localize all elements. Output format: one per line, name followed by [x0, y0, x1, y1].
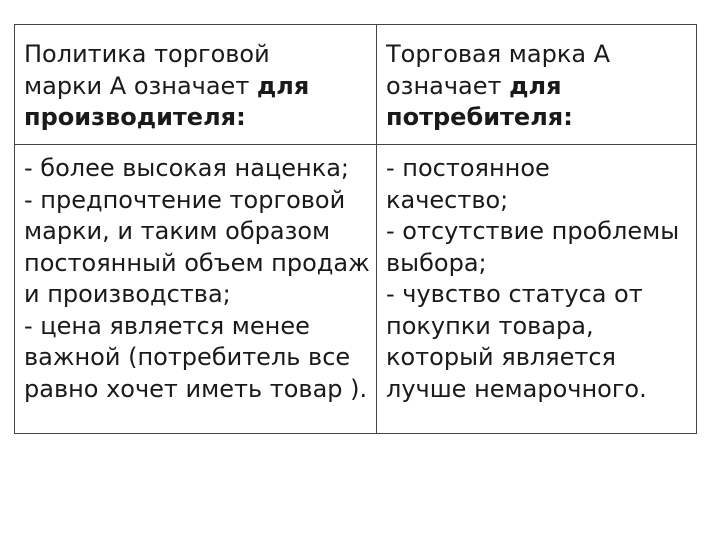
producer-line: марки, и таким образом — [24, 217, 331, 245]
producer-line: и производства; — [24, 280, 231, 308]
producer-line: - цена является менее — [24, 311, 310, 340]
body-cell-producer — [15, 145, 377, 434]
producer-line: - более высокая наценка; — [24, 154, 349, 182]
header-cell-consumer — [377, 25, 697, 145]
header-right-line-2 — [386, 71, 690, 103]
header-left-line-1: Политика торговой — [24, 40, 270, 68]
header-cell-producer — [15, 25, 377, 145]
header-right-line-2-text: означает — [386, 71, 510, 100]
header-left-line-2-bold: для — [256, 71, 310, 100]
consumer-line: - отсутствие проблемы — [386, 217, 680, 245]
producer-line: равно хочет иметь товар ). — [24, 374, 368, 403]
header-left-line-2 — [24, 71, 370, 103]
header-row — [15, 25, 697, 145]
comparison-table — [14, 24, 697, 434]
consumer-line: который является — [386, 343, 616, 371]
producer-line: постоянный объем продаж — [24, 248, 370, 277]
header-right-line-2-bold: для — [509, 71, 562, 100]
header-left-line-3-bold: производителя: — [24, 103, 246, 131]
producer-line: важной (потребитель все — [24, 343, 351, 371]
header-right-line-1: Торговая марка А — [386, 40, 611, 68]
header-right-line-3 — [386, 102, 690, 134]
consumer-line: лучше немарочного. — [386, 374, 647, 403]
consumer-line: выбора; — [386, 248, 487, 277]
header-left-line-3 — [24, 102, 370, 134]
body-row — [15, 145, 697, 434]
consumer-line: - чувство статуса от — [386, 280, 643, 308]
producer-line: - предпочтение торговой — [24, 185, 346, 214]
consumer-line: - постоянное — [386, 154, 550, 182]
header-right-line-3-bold: потребителя: — [386, 103, 573, 131]
consumer-line: качество; — [386, 185, 509, 214]
body-cell-consumer — [377, 145, 697, 434]
header-left-line-2-text: марки А означает — [24, 71, 257, 100]
consumer-line: покупки товара, — [386, 311, 594, 340]
